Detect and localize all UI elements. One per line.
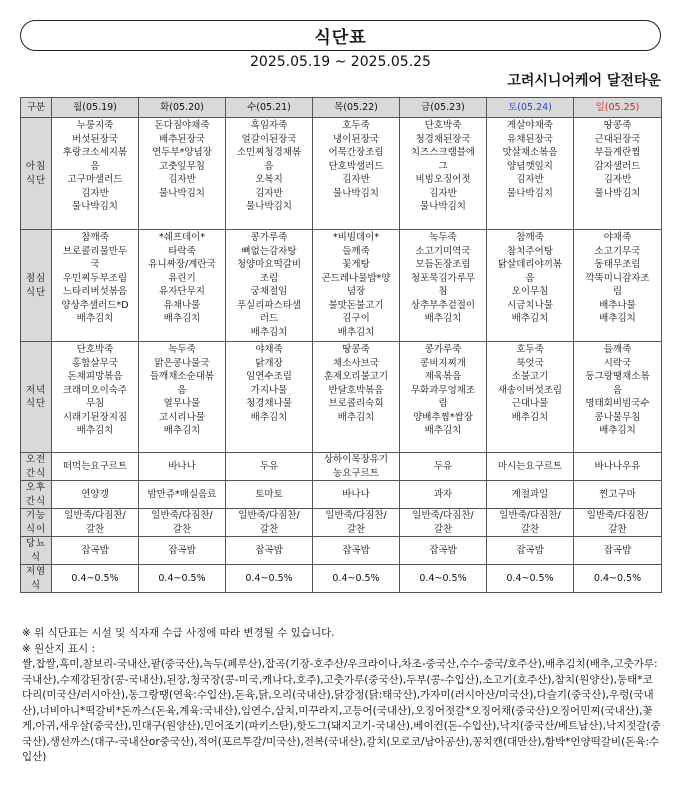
- menu-cell: [139, 453, 226, 481]
- menu-cell: [574, 565, 662, 593]
- menu-item: 닭살데리야끼볶: [497, 259, 563, 270]
- menu-item: 유자단무지: [159, 286, 205, 297]
- menu-item: 음: [90, 160, 100, 172]
- menu-item: 떠먹는요구르트: [62, 460, 128, 472]
- menu-item: 근대나물: [511, 398, 549, 409]
- menu-item: 동태무조림: [594, 259, 641, 270]
- menu-cell: [487, 565, 574, 593]
- menu-cell: [400, 537, 487, 565]
- menu-item: 두유: [433, 460, 453, 472]
- menu-item: 배추김치: [76, 313, 114, 324]
- menu-item: 바나나: [342, 488, 370, 500]
- menu-cell: [52, 453, 139, 481]
- menu-item: 물나박김치: [246, 201, 292, 212]
- menu-item: 오이무침: [511, 286, 549, 297]
- menu-cell: [487, 230, 574, 342]
- menu-cell: [52, 342, 139, 453]
- menu-cell: [52, 509, 139, 537]
- menu-cell: [400, 509, 487, 537]
- menu-cell: [574, 118, 662, 230]
- menu-item: 잡곡밥: [429, 544, 457, 556]
- menu-cell: [400, 565, 487, 593]
- menu-item: 궁채절임: [250, 286, 288, 297]
- table-row: [21, 537, 662, 565]
- menu-item: 소고기미역국: [415, 245, 471, 257]
- menu-item: 음: [177, 384, 187, 396]
- menu-item: 청경채된장국: [415, 133, 471, 145]
- menu-item: 밤만쥬*매실음료: [147, 488, 217, 500]
- menu-item: 0.4~0.5%: [593, 572, 642, 584]
- row-label-line: 식: [30, 579, 42, 591]
- menu-item: 단호박죽: [424, 120, 462, 131]
- menu-item: 양념깻잎지: [507, 160, 553, 172]
- row-label-line: 식단: [25, 286, 47, 298]
- menu-item: 두유: [259, 460, 279, 472]
- menu-item: 념장: [346, 286, 366, 297]
- menu-cell: [400, 230, 487, 342]
- menu-item: 닭개장: [255, 357, 283, 369]
- menu-cell: [226, 118, 313, 230]
- menu-item: 유채된장국: [507, 133, 553, 145]
- row-label-line: 식이: [25, 523, 47, 535]
- menu-item: 무화과무엉채조: [410, 384, 476, 396]
- menu-item: 일반죽/다짐찬/: [499, 510, 561, 521]
- menu-item: 콩비지찌개: [420, 357, 466, 369]
- menu-item: 침: [438, 286, 448, 297]
- menu-item: *쉐프데이*: [158, 232, 206, 243]
- note-line: 쌀,찹쌀,흑미,찰보리-국내산,팥(중국산),녹두(페루산),잡곡(기장-호주산/우크라이나,차조-중국산,수수-중국/호주산),배추김치(배추,고춧가루:국내산),수제강된장(콩-국내산),된장,청국장(콩-미국,캐나다,호주),고춧가루(중국산),두부(콩-수입산),소고기(호주산),참치(원양산),동태*코다리(미국산/러시아산),동그랑땡(연육:수입산),돈육,닭,오리(국내산),닭강정(닭:태국산),가자미(러시아산/미국산),다슬기(중국산),우렁(국내산),너비아니*떡갈비*돈까스(돈육,계육:국내산),임연수,삼치,미꾸라지,고등어(국내산),오징어젓갈*오징어채(중국산)오징어민찌(국내산),꽃게,아귀,새우살(중국산),민대구(원양산),민어조기(파키스탄),핫도그(돼지고기-국내산),베이컨(돈-수입산),낙지(중국산/베트남산),낙지젓갈(중국산),생선까스(대구-국내산or중국산),적어(포르투갈/미국산),전복(국내산),갈치(모로코/남아공산),꽁치캔(대만산),함박*언양떡갈비(돈육:수입산): [22, 658, 661, 763]
- menu-item: 야채죽: [255, 344, 283, 355]
- menu-item: 시래기된장지짐: [62, 411, 128, 423]
- menu-item: 콩가루죽: [424, 344, 462, 355]
- menu-item: 콩나물무침: [594, 411, 641, 423]
- menu-item: 배추김치: [163, 425, 201, 436]
- menu-item: 일반죽/다짐찬/: [412, 510, 474, 521]
- menu-item: 부들계란찜: [594, 147, 641, 158]
- menu-item: 김자반: [342, 174, 370, 185]
- menu-cell: [139, 481, 226, 509]
- menu-item: 물나박김치: [594, 187, 641, 199]
- menu-item: 배추김치: [511, 411, 549, 423]
- menu-item: 김구이: [342, 313, 370, 324]
- menu-item: 과자: [433, 488, 453, 500]
- row-label-line: 아침: [25, 161, 47, 172]
- row-label: [21, 342, 52, 453]
- menu-cell: [139, 509, 226, 537]
- row-label: [21, 565, 52, 593]
- menu-item: 배추김치: [250, 326, 288, 338]
- menu-item: 땅콩죽: [603, 120, 632, 131]
- menu-item: 크래미오이숙주: [62, 384, 128, 396]
- menu-item: 0.4~0.5%: [506, 572, 554, 584]
- menu-item: 호두죽: [516, 344, 544, 355]
- menu-cell: [313, 342, 400, 453]
- menu-item: 농요구르트: [333, 467, 379, 479]
- day-header: 토(05.24): [487, 98, 574, 118]
- menu-item: 배추김치: [337, 411, 375, 423]
- menu-cell: [139, 230, 226, 342]
- menu-item: 반달호박볶음: [328, 384, 384, 396]
- menu-item: 0.4~0.5%: [419, 572, 467, 584]
- row-label-line: 식단: [25, 174, 47, 186]
- menu-item: 꽃게탕: [342, 259, 370, 270]
- menu-item: 계절과일: [511, 488, 549, 500]
- menu-item: 게살야채죽: [507, 120, 553, 131]
- menu-item: 음: [612, 384, 623, 396]
- menu-cell: [574, 230, 662, 342]
- menu-item: 뼈없는감자탕: [241, 245, 297, 257]
- menu-item: 치즈스크램블에: [410, 147, 476, 158]
- row-label-line: 오전: [25, 454, 47, 465]
- menu-item: 깍뚝미니감자조: [585, 272, 650, 284]
- menu-item: 시금치나물: [507, 299, 553, 311]
- menu-cell: [52, 565, 139, 593]
- menu-item: 배추김치: [511, 313, 549, 324]
- menu-cell: [226, 509, 313, 537]
- menu-item: 불맛돈불고기: [328, 299, 384, 311]
- menu-item: 갈찬: [346, 523, 366, 535]
- menu-item: 배추나물: [599, 299, 636, 311]
- menu-item: 곤드레나물밥*양: [321, 272, 391, 284]
- menu-item: 0.4~0.5%: [332, 572, 380, 584]
- menu-item: 열무나물: [163, 398, 201, 409]
- menu-item: 국: [90, 259, 100, 270]
- menu-item: 바나나우유: [594, 460, 641, 472]
- row-label-line: 저염: [25, 566, 47, 577]
- menu-item: 브로콜리물만두: [62, 245, 128, 257]
- menu-item: 배추김치: [163, 313, 201, 324]
- menu-item: 녹두죽: [429, 232, 457, 243]
- menu-item: 들깨죽: [603, 344, 632, 355]
- menu-item: 김자반: [603, 174, 632, 185]
- menu-item: 후랑크소세지볶: [62, 147, 128, 158]
- menu-cell: [487, 453, 574, 481]
- row-label: [21, 509, 52, 537]
- menu-cell: [139, 537, 226, 565]
- menu-item: 갈찬: [433, 523, 453, 535]
- row-label: [21, 230, 52, 342]
- menu-cell: [313, 509, 400, 537]
- menu-item: 물나박김치: [159, 187, 205, 199]
- table-body: [21, 118, 662, 593]
- menu-cell: [313, 453, 400, 481]
- menu-item: 배추김치: [76, 425, 114, 436]
- menu-item: 훈제오리불고기: [323, 371, 389, 382]
- menu-item: 우민찌두부조림: [62, 272, 128, 284]
- menu-item: 단호박죽: [76, 344, 114, 355]
- day-header: 화(05.20): [139, 98, 226, 118]
- menu-item: 맑은콩나물국: [154, 357, 210, 369]
- menu-item: 가지나물: [250, 384, 288, 396]
- menu-item: 일반죽/다짐찬/: [64, 510, 126, 521]
- menu-item: 비빔오징어젓: [415, 174, 471, 185]
- menu-cell: [487, 537, 574, 565]
- corner-label: 구분: [21, 98, 52, 118]
- facility-name: 고려시니어케어 달전타운: [507, 73, 661, 89]
- menu-cell: [139, 342, 226, 453]
- menu-item: 동그랑땡채소볶: [585, 371, 650, 382]
- menu-item: 들깨채소순대볶: [149, 371, 215, 382]
- menu-cell: [226, 453, 313, 481]
- menu-item: 림: [612, 286, 623, 297]
- day-header: 월(05.19): [52, 98, 139, 118]
- menu-item: 참깨죽: [81, 232, 109, 243]
- menu-item: 0.4~0.5%: [158, 572, 206, 584]
- day-header: 수(05.21): [226, 98, 313, 118]
- menu-item: 단호박샐러드: [328, 160, 384, 172]
- menu-item: 새송이버섯조림: [497, 384, 563, 396]
- day-header: 목(05.22): [313, 98, 400, 118]
- row-label: [21, 481, 52, 509]
- menu-item: 연양갱: [81, 488, 109, 500]
- note-line: ※ 원산지 표시 :: [22, 642, 96, 655]
- menu-cell: [139, 118, 226, 230]
- row-label: [21, 118, 52, 230]
- row-label-line: 기능: [25, 510, 47, 521]
- menu-item: 김자반: [516, 174, 544, 185]
- date-range: 2025.05.19 ~ 2025.05.25: [250, 54, 431, 70]
- menu-item: 명태회비빔국수: [585, 398, 650, 409]
- menu-cell: [52, 537, 139, 565]
- menu-item: 시락국: [603, 357, 632, 369]
- menu-item: 찐고구마: [599, 488, 636, 500]
- menu-cell: [313, 537, 400, 565]
- menu-item: 양배추찜*쌈장: [413, 411, 473, 423]
- menu-title: 식단표: [20, 20, 661, 51]
- menu-item: 0.4~0.5%: [245, 572, 293, 584]
- menu-item: 얼갈이된장국: [241, 133, 297, 145]
- menu-item: 참치주어탕: [507, 245, 553, 257]
- menu-item: 어묵간장조림: [328, 147, 384, 158]
- menu-item: 배추김치: [337, 326, 375, 338]
- menu-item: 제육볶음: [424, 371, 462, 382]
- menu-item: 맛살채소볶음: [502, 147, 558, 158]
- menu-cell: [226, 481, 313, 509]
- menu-item: 물나박김치: [333, 187, 379, 199]
- menu-item: 채소사브국: [333, 357, 379, 369]
- menu-cell: [226, 342, 313, 453]
- menu-item: 배추김치: [424, 313, 462, 324]
- menu-item: 배추김치: [424, 425, 462, 436]
- menu-item: 소불고기: [511, 371, 549, 382]
- menu-item: 연두부*양념장: [152, 147, 212, 158]
- menu-cell: [313, 118, 400, 230]
- menu-item: 감자샐러드: [594, 160, 641, 172]
- table-header-row: [21, 98, 662, 118]
- menu-item: 청경채나물: [246, 398, 292, 409]
- menu-item: 콩가루죽: [250, 232, 288, 243]
- menu-item: 갈찬: [259, 523, 279, 535]
- menu-item: 물나박김치: [420, 201, 466, 212]
- menu-item: 무침: [85, 398, 105, 409]
- menu-cell: [574, 537, 662, 565]
- table-row: [21, 230, 662, 342]
- table-row: [21, 509, 662, 537]
- table-row: [21, 481, 662, 509]
- menu-item: 호두죽: [342, 120, 370, 131]
- menu-item: 흑임자죽: [250, 120, 288, 131]
- menu-item: 버섯된장국: [72, 133, 118, 145]
- menu-cell: [400, 118, 487, 230]
- menu-item: 녹두죽: [168, 344, 196, 355]
- row-label-line: 오후: [25, 482, 47, 493]
- menu-cell: [574, 509, 662, 537]
- menu-item: 유채나물: [163, 299, 201, 311]
- menu-item: 림: [438, 398, 448, 409]
- row-label-line: 저녁: [25, 384, 47, 396]
- menu-item: 음: [264, 160, 274, 172]
- menu-item: 러드: [259, 313, 279, 324]
- menu-item: 잡곡밥: [516, 544, 544, 556]
- menu-cell: [487, 118, 574, 230]
- menu-item: 냉이된장국: [333, 133, 379, 145]
- menu-item: 배추된장국: [159, 133, 205, 145]
- menu-item: 갈찬: [608, 523, 627, 535]
- menu-item: 배추김치: [599, 313, 636, 324]
- menu-item: *비빔데이*: [332, 232, 380, 243]
- menu-item: 음: [525, 272, 535, 284]
- row-label-line: 간식: [25, 467, 47, 479]
- menu-item: 배추김치: [250, 411, 288, 423]
- menu-item: 오복지: [255, 174, 283, 185]
- menu-cell: [574, 453, 662, 481]
- menu-item: 청양마요떡갈비: [236, 259, 302, 270]
- weekly-menu-table: [20, 97, 662, 593]
- menu-item: 물나박김치: [507, 187, 553, 199]
- menu-item: 푸실리파스타샐: [236, 299, 302, 311]
- menu-item: 바나나: [168, 460, 196, 472]
- menu-item: 조림: [259, 272, 279, 284]
- menu-item: 고구마샐러드: [67, 174, 123, 185]
- notes-section: [22, 626, 662, 766]
- menu-item: 0.4~0.5%: [71, 572, 119, 584]
- menu-item: 돈채피망볶음: [67, 371, 123, 382]
- menu-cell: [400, 453, 487, 481]
- row-label: [21, 537, 52, 565]
- table-row: [21, 342, 662, 453]
- menu-cell: [574, 481, 662, 509]
- menu-cell: [400, 481, 487, 509]
- menu-item: 갈찬: [85, 523, 105, 535]
- menu-item: 마시는요구르트: [497, 460, 563, 472]
- menu-item: 모듬돈장조림: [415, 259, 471, 270]
- menu-cell: [226, 537, 313, 565]
- menu-item: 북엇국: [516, 357, 544, 369]
- day-header: 일(05.25): [574, 98, 662, 118]
- menu-item: 임연수조림: [246, 371, 292, 382]
- menu-cell: [487, 509, 574, 537]
- menu-item: 일반죽/다짐찬/: [238, 510, 300, 521]
- menu-cell: [487, 481, 574, 509]
- menu-item: 근대된장국: [594, 133, 641, 145]
- day-header: 금(05.23): [400, 98, 487, 118]
- menu-item: 김자반: [255, 187, 283, 199]
- menu-item: 김자반: [429, 187, 457, 199]
- row-label: [21, 453, 52, 481]
- menu-cell: [139, 565, 226, 593]
- menu-item: 고시리나물: [159, 411, 205, 423]
- menu-item: 잡곡밥: [255, 544, 283, 556]
- menu-cell: [400, 342, 487, 453]
- menu-item: 일반죽/다짐찬/: [325, 510, 387, 521]
- menu-item: 토마토: [255, 488, 283, 500]
- menu-cell: [52, 230, 139, 342]
- note-line: ※ 위 식단표는 시설 및 식자재 수급 사정에 따라 변경될 수 있습니다.: [22, 627, 335, 639]
- menu-item: 갈찬: [172, 523, 192, 535]
- menu-item: 물나박김치: [72, 201, 118, 212]
- menu-item: 상추부추겉절이: [410, 299, 476, 311]
- menu-item: 잡곡밥: [81, 544, 109, 556]
- menu-item: 들깨죽: [342, 245, 370, 257]
- menu-cell: [226, 565, 313, 593]
- row-label-line: 간식: [25, 495, 47, 507]
- menu-cell: [574, 342, 662, 453]
- menu-item: 김자반: [168, 174, 196, 185]
- menu-item: 일반죽/다짐찬/: [586, 510, 649, 521]
- menu-item: 누룽지죽: [76, 120, 114, 131]
- table-row: [21, 118, 662, 230]
- menu-cell: [313, 481, 400, 509]
- menu-item: 그: [438, 160, 448, 172]
- menu-item: 양상추샐러드*D: [61, 299, 129, 311]
- menu-cell: [313, 230, 400, 342]
- menu-item: 소민찌청경채볶: [236, 147, 302, 158]
- menu-cell: [313, 565, 400, 593]
- menu-item: 타락죽: [168, 245, 196, 257]
- menu-item: 상하이목장유기: [323, 454, 389, 465]
- menu-item: 일반죽/다짐찬/: [151, 510, 213, 521]
- menu-cell: [52, 118, 139, 230]
- menu-item: 참깨죽: [516, 232, 544, 243]
- menu-cell: [52, 481, 139, 509]
- menu-item: 고춧잎무침: [159, 160, 205, 172]
- row-label-line: 식단: [25, 398, 47, 409]
- menu-item: 브로콜리숙회: [328, 398, 384, 409]
- menu-item: 배추김치: [599, 425, 636, 436]
- menu-item: 땅콩죽: [342, 344, 370, 355]
- menu-item: 소고기무국: [594, 245, 641, 257]
- table-row: [21, 453, 662, 481]
- menu-cell: [487, 342, 574, 453]
- menu-item: 잡곡밥: [342, 544, 370, 556]
- menu-item: 잡곡밥: [603, 544, 632, 556]
- row-label-line: 당뇨: [25, 538, 47, 549]
- menu-item: 돈다짐야채죽: [154, 120, 210, 131]
- menu-item: 청포묵김가루무: [410, 272, 476, 284]
- menu-item: 느타리버섯볶음: [62, 286, 128, 297]
- table-row: [21, 565, 662, 593]
- menu-item: 유니짜장/계란국: [148, 259, 216, 270]
- menu-item: 갈찬: [520, 523, 540, 535]
- menu-item: 야채죽: [603, 232, 632, 243]
- row-label-line: 식: [30, 551, 42, 563]
- row-label-line: 점심: [25, 273, 47, 284]
- menu-item: 잡곡밥: [168, 544, 196, 556]
- menu-item: 홍합살무국: [72, 357, 118, 369]
- menu-cell: [226, 230, 313, 342]
- menu-item: 유린기: [168, 272, 196, 284]
- menu-item: 김자반: [81, 187, 109, 199]
